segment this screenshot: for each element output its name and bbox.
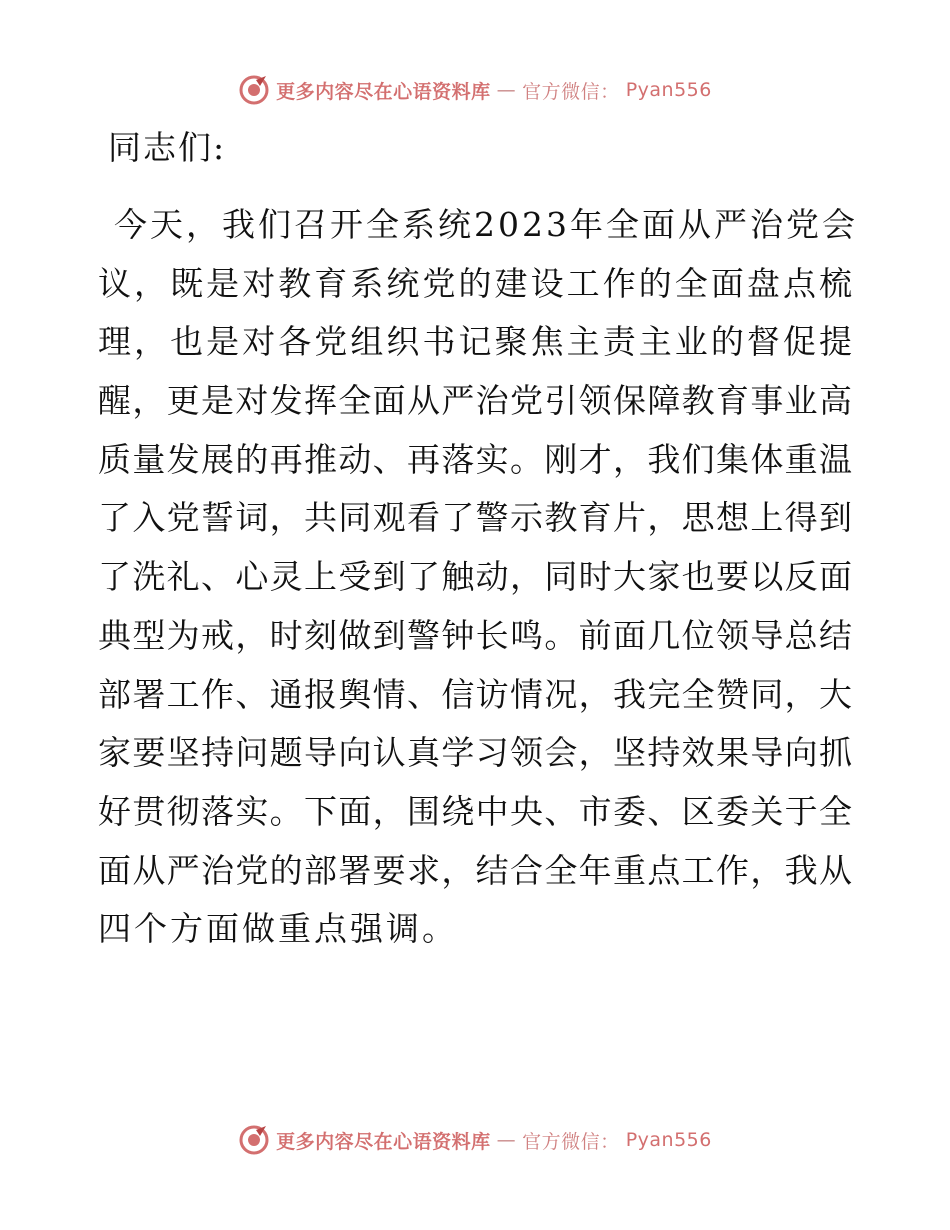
banner-account: Pyan556 <box>625 79 712 101</box>
banner-dash: — <box>496 79 517 101</box>
body-line: 了洗礼、心灵上受到了触动，同时大家也要以反面 <box>98 557 852 597</box>
body-line: 今天，我们召开全系统2023年全面从严治党会 <box>114 205 858 244</box>
banner-brand-text: 更多内容尽在心语资料库 <box>276 80 491 103</box>
body-line: 了入党誓词，共同观看了警示教育片，思想上得到 <box>98 498 852 538</box>
body-line: 醒，更是对发挥全面从严治党引领保障教育事业高 <box>98 381 852 421</box>
document-body <box>98 196 858 959</box>
body-line: 质量发展的再推动、再落实。刚才，我们集体重温 <box>98 439 852 479</box>
banner-wechat-label: 官方微信： <box>522 1130 620 1153</box>
footer-banner <box>0 1120 950 1160</box>
body-line: 家要坚持问题导向认真学习领会，坚持效果导向抓 <box>98 733 852 773</box>
banner-account: Pyan556 <box>625 1129 712 1151</box>
body-line: 四个方面做重点强调。 <box>98 909 458 949</box>
body-line: 部署工作、通报舆情、信访情况，我完全赞同，大 <box>98 674 852 714</box>
banner-wechat-label: 官方微信： <box>522 80 620 103</box>
body-line: 典型为戒，时刻做到警钟长鸣。前面几位领导总结 <box>98 615 852 655</box>
body-line: 理，也是对各党组织书记聚焦主责主业的督促提 <box>98 322 852 362</box>
banner-dash: — <box>496 1129 517 1151</box>
banner-brand-text: 更多内容尽在心语资料库 <box>276 1130 491 1153</box>
body-line: 议，既是对教育系统党的建设工作的全面盘点梳 <box>98 263 852 303</box>
brush-logo-icon <box>238 1124 270 1156</box>
salutation: 同志们: <box>108 128 227 167</box>
body-line: 面从严治党的部署要求，结合全年重点工作，我从 <box>98 850 852 890</box>
header-banner <box>0 70 950 110</box>
brush-logo-icon <box>238 74 270 106</box>
body-line: 好贯彻落实。下面，围绕中央、市委、区委关于全 <box>98 791 852 831</box>
